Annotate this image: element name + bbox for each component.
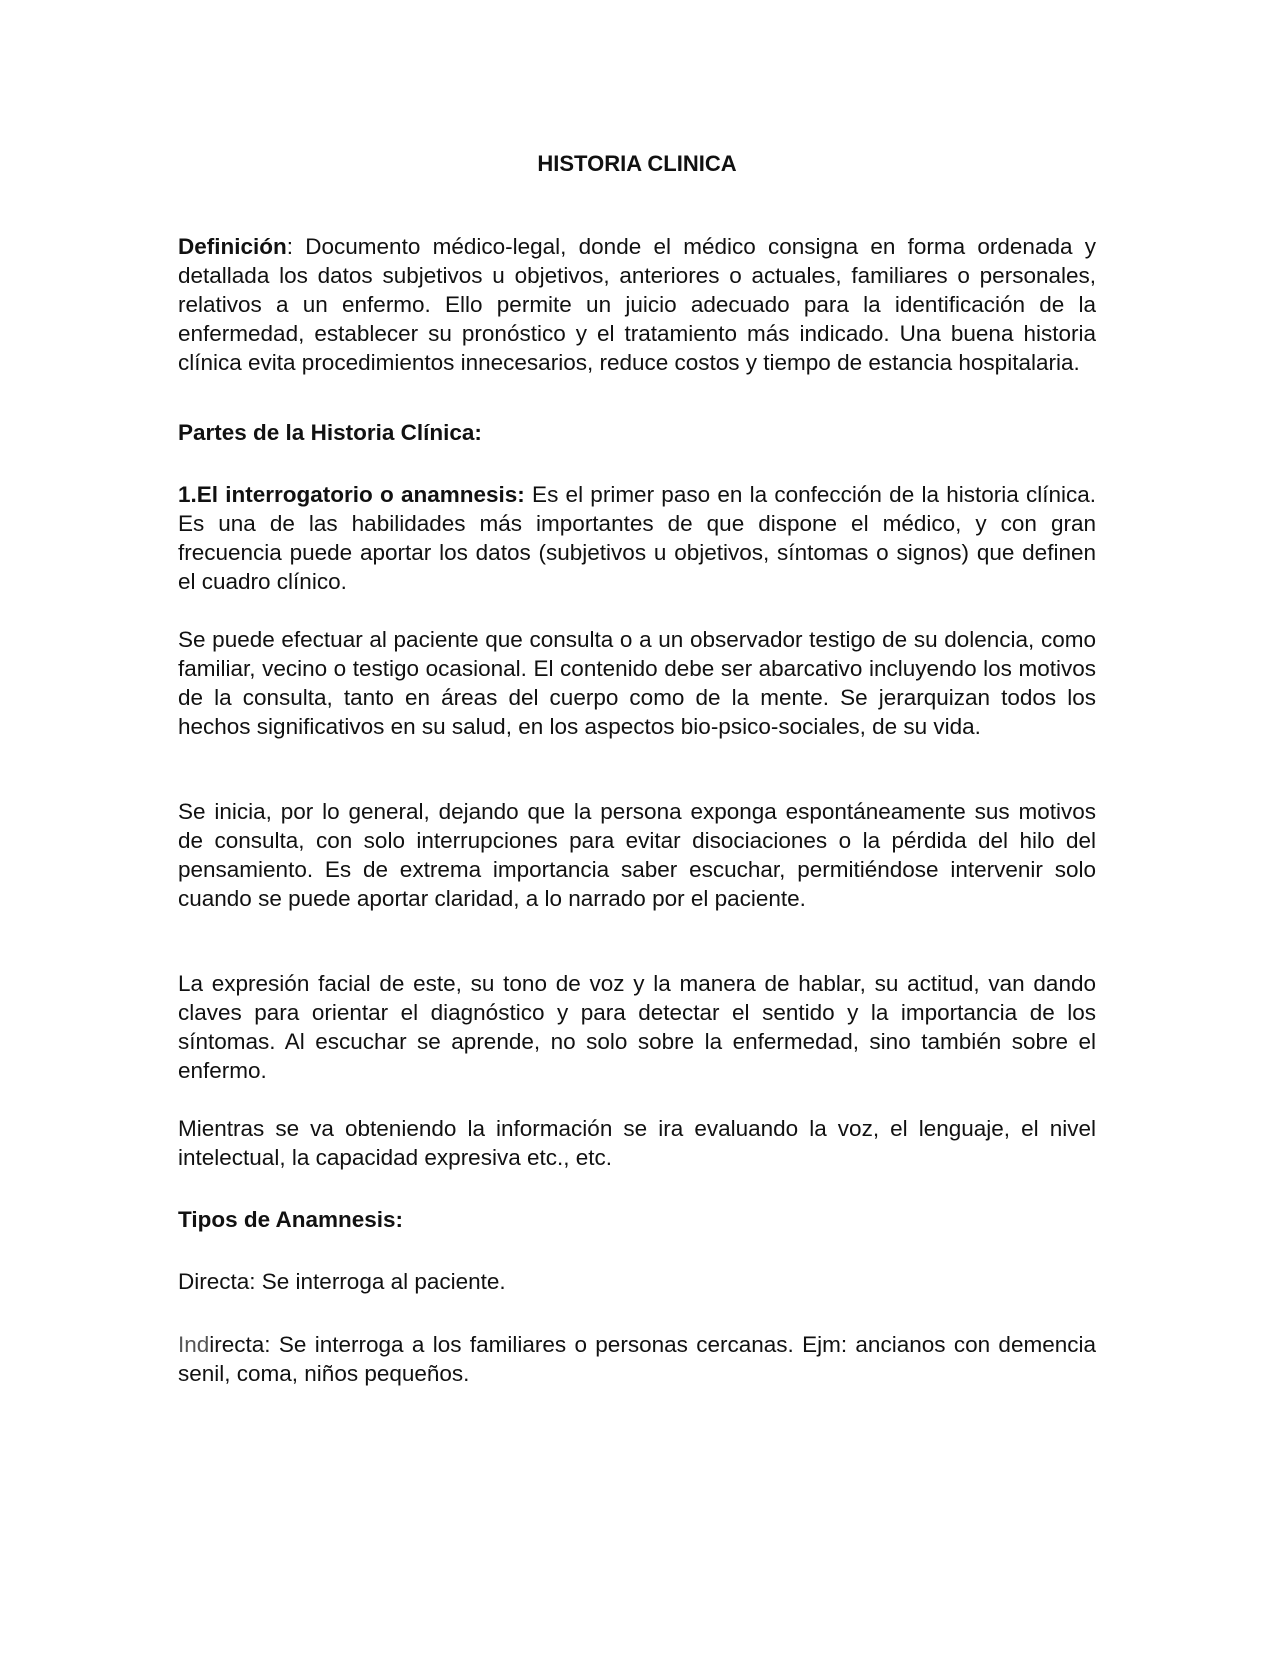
anamnesis-paragraph (178, 481, 1096, 597)
definition-text: : Documento médico-legal, donde el médico consigna en forma ordenada y detallada los datos subjetivos u objetivos, anteriores o actuales, familiares o personales, relativos a un enfermo. Ello permite un juicio adecuado para la identificación de la enfermedad, establecer su pronóstico y el tratamiento más indicado. Una buena historia clínica evita procedimientos innecesarios, reduce costos y tiempo de estancia hospitalaria. (178, 234, 1096, 375)
definition-paragraph (178, 233, 1096, 378)
parts-heading: Partes de la Historia Clínica: (178, 420, 482, 445)
indirect-text: irecta: Se interroga a los familiares o personas cercanas. Ejm: ancianos con demencia senil, coma, niños pequeños. (178, 1332, 1096, 1386)
body-paragraph-3: La expresión facial de este, su tono de voz y la manera de hablar, su actitud, van dando claves para orientar el diagnóstico y para detectar el sentido y la importancia de los síntomas. Al escuchar se aprende, no solo sobre la enfermedad, sino también sobre el enfermo. (178, 971, 1096, 1083)
direct-paragraph: Directa: Se interroga al paciente. (178, 1269, 506, 1294)
body-paragraph-1: Se puede efectuar al paciente que consulta o a un observador testigo de su dolencia, como familiar, vecino o testigo ocasional. El contenido debe ser abarcativo incluyendo los motivos de la consulta, tanto en áreas del cuerpo como de la mente. Se jerarquizan todos los hechos significativos en su salud, en los aspectos bio-psico-sociales, de su vida. (178, 627, 1096, 739)
anamnesis-text: Es el primer paso en la confección de la historia clínica. Es una de las habilidades más importantes de que dispone el médico, y con gran frecuencia puede aportar los datos (subjetivos u objetivos, síntomas o signos) que definen el cuadro clínico. (178, 482, 1097, 594)
indirect-prefix: Ind (178, 1332, 210, 1357)
body-paragraph-4: Mientras se va obteniendo la información se ira evaluando la voz, el lenguaje, el nivel intelectual, la capacidad expresiva etc., etc. (178, 1116, 1096, 1170)
definition-label: Definición (178, 234, 287, 259)
body-paragraph-2: Se inicia, por lo general, dejando que la persona exponga espontáneamente sus motivos de consulta, con solo interrupciones para evitar disociaciones o la pérdida del hilo del pensamiento. Es de extrema importancia saber escuchar, permitiéndose intervenir solo cuando se puede aportar claridad, a lo narrado por el paciente. (178, 799, 1096, 911)
anamnesis-label: 1.El interrogatorio o anamnesis: (178, 482, 525, 507)
types-heading: Tipos de Anamnesis: (178, 1207, 404, 1232)
document-title: HISTORIA CLINICA (537, 151, 737, 176)
indirect-paragraph (178, 1331, 1096, 1389)
